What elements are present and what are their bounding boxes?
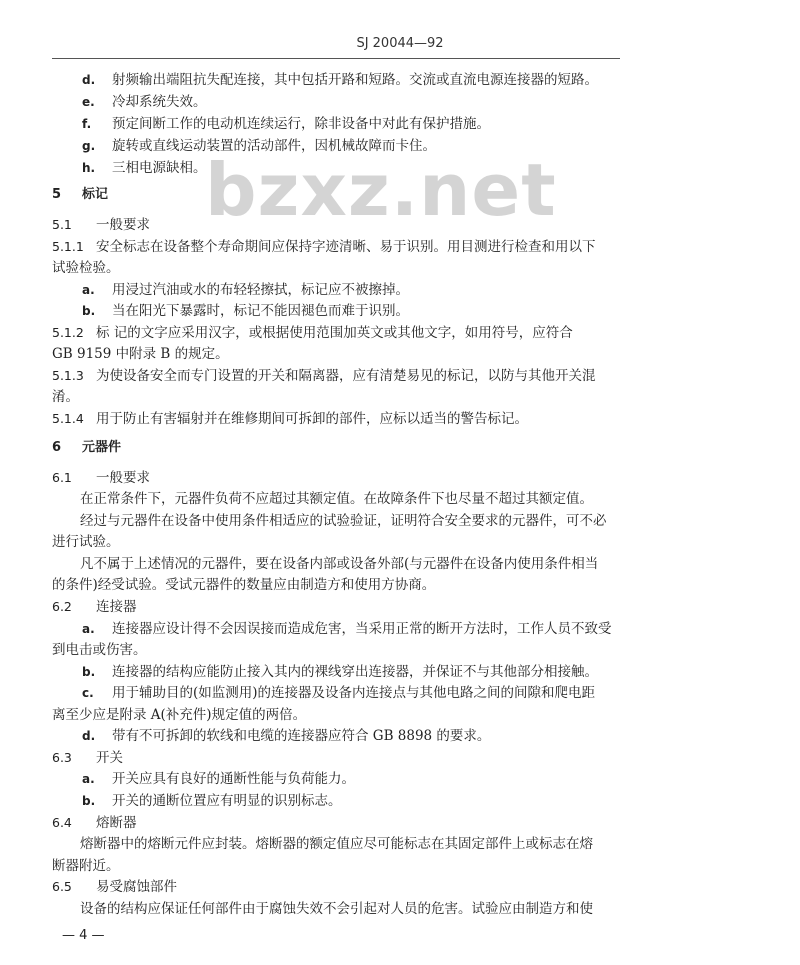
clause-5-1-1-b: b. 当在阳光下暴露时，标记不能因褪色而难于识别。: [82, 303, 409, 319]
clause-5-1-2-cont: GB 9159 中附录 B 的规定。: [52, 346, 229, 362]
clause-6-2-a-cont: 到电击或伤害。: [52, 642, 147, 658]
section-6-4-heading: 6.4 熔断器: [52, 815, 137, 831]
paragraph-6-1-2-cont: 进行试验。: [52, 534, 120, 550]
clause-6-2-d: d. 带有不可拆卸的软线和电缆的连接器应符合 GB 8898 的要求。: [82, 728, 491, 744]
section-5-1-heading: 5.1 一般要求: [52, 217, 150, 233]
section-6-5-heading: 6.5 易受腐蚀部件: [52, 879, 177, 895]
section-6-3-heading: 6.3 开关: [52, 750, 123, 766]
list-item-f: f. 预定间断工作的电动机连续运行，除非设备中对此有保护措施。: [82, 116, 490, 132]
paragraph-6-1-1: 在正常条件下，元器件负荷不应超过其额定值。在故障条件下也尽量不超过其额定值。: [80, 491, 593, 507]
header-rule: [52, 58, 620, 59]
list-item-d: d. 射频输出端阻抗失配连接，其中包括开路和短路。交流或直流电源连接器的短路。: [82, 72, 598, 88]
clause-6-2-c-cont: 离至少应是附录 A(补充件)规定值的两倍。: [52, 707, 307, 723]
list-item-h: h. 三相电源缺相。: [82, 160, 207, 176]
clause-5-1-2: 5.1.2 标 记的文字应采用汉字，或根据使用范围加英文或其他文字，如用符号，应符合: [52, 325, 573, 341]
clause-6-2-c: c. 用于辅助目的(如监测用)的连接器及设备内连接点与其他电路之间的间隙和爬电距: [82, 685, 596, 701]
section-6-2-heading: 6.2 连接器: [52, 599, 137, 615]
paragraph-6-5: 设备的结构应保证任何部件由于腐蚀失效不会引起对人员的危害。试验应由制造方和使: [80, 901, 593, 917]
clause-6-3-b: b. 开关的通断位置应有明显的识别标志。: [82, 793, 342, 809]
clause-5-1-1-a: a. 用浸过汽油或水的布轻轻擦拭，标记应不被擦掉。: [82, 282, 409, 298]
clause-6-2-a: a. 连接器应设计得不会因误接而造成危害，当采用正常的断开方法时，工作人员不致受: [82, 621, 612, 637]
list-item-g: g. 旋转或直线运动装置的活动部件，因机械故障而卡住。: [82, 138, 436, 154]
section-6-1-heading: 6.1 一般要求: [52, 470, 150, 486]
clause-5-1-1-cont: 试验检验。: [52, 260, 120, 276]
clause-5-1-3-cont: 淆。: [52, 389, 79, 405]
paragraph-6-4-cont: 断器附近。: [52, 858, 120, 874]
paragraph-6-4: 熔断器中的熔断元件应封装。熔断器的额定值应尽可能标志在其固定部件上或标志在熔: [80, 836, 593, 852]
section-5-heading: 5 标记: [52, 187, 109, 202]
clause-5-1-4: 5.1.4 用于防止有害辐射并在维修期间可拆卸的部件，应标以适当的警告标记。: [52, 411, 528, 427]
paragraph-6-1-3: 凡不属于上述情况的元器件，要在设备内部或设备外部(与元器件在设备内使用条件相当: [80, 556, 599, 572]
section-6-heading: 6 元器件: [52, 440, 122, 455]
clause-6-3-a: a. 开关应具有良好的通断性能与负荷能力。: [82, 771, 355, 787]
paragraph-6-1-3-cont: 的条件)经受试验。受试元器件的数量应由制造方和使用方协商。: [52, 577, 436, 593]
clause-5-1-1: 5.1.1 安全标志在设备整个寿命期间应保持字迹清晰、易于识别。用目测进行检查和用以下: [52, 239, 596, 255]
watermark: bzxz.net: [205, 148, 557, 232]
clause-6-2-b: b. 连接器的结构应能防止接入其内的裸线穿出连接器，并保证不与其他部分相接触。: [82, 664, 598, 680]
list-item-e: e. 冷却系统失效。: [82, 94, 207, 110]
standard-header: SJ 20044—92: [356, 36, 444, 51]
clause-5-1-3: 5.1.3 为使设备安全而专门设置的开关和隔离器，应有清楚易见的标记，以防与其他开关混: [52, 368, 596, 384]
page-number: — 4 —: [62, 928, 105, 943]
paragraph-6-1-2: 经过与元器件在设备中使用条件相适应的试验验证，证明符合安全要求的元器件，可不必: [80, 513, 607, 529]
